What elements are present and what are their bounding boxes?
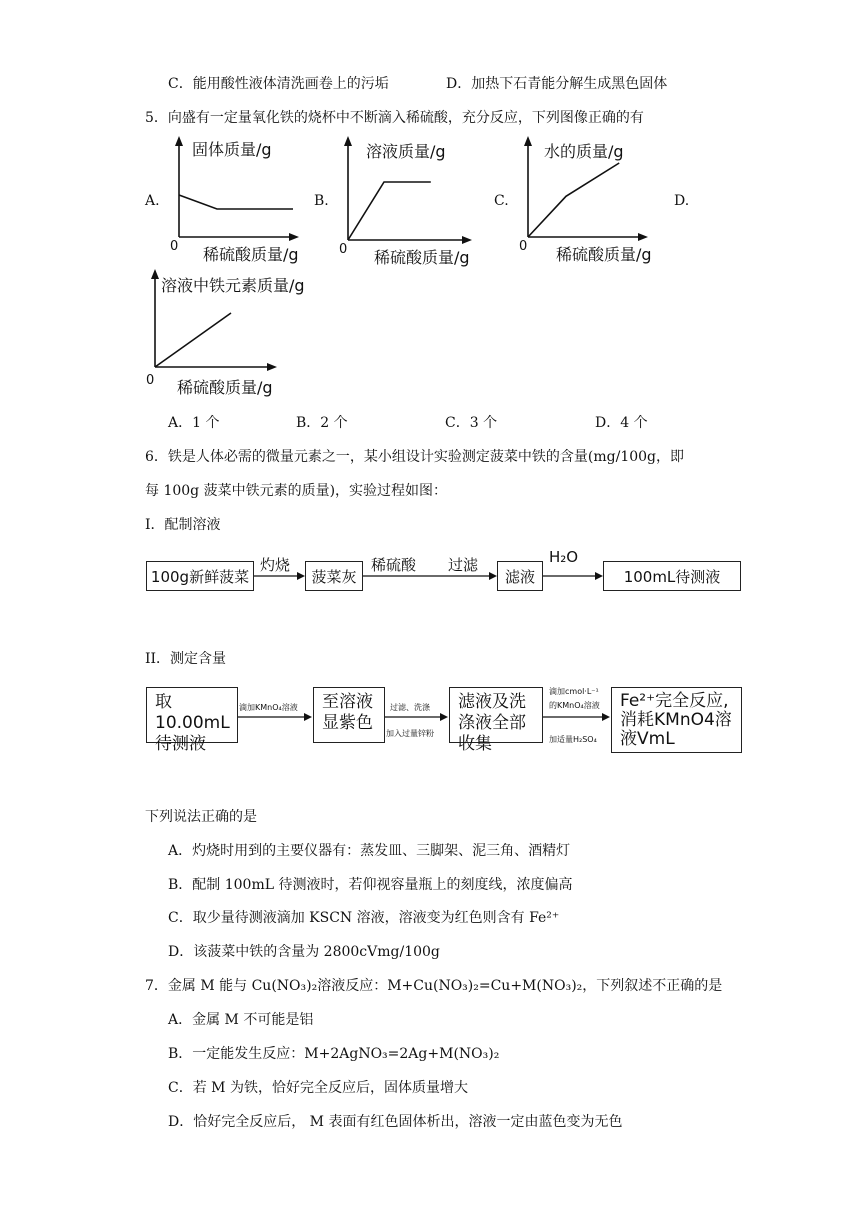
- flow2-box-purple: 至溶液显紫色: [313, 687, 385, 743]
- flow2-box-collect: 滤液及洗涤液全部收集: [449, 687, 543, 743]
- graph-d-xlabel: 稀硫酸质量/g: [177, 378, 273, 397]
- q6-choice-c: C．取少量待测液滴加 KSCN 溶液，溶液变为红色则含有 Fe²⁺: [168, 910, 560, 926]
- flow1-step-filter: 过滤: [448, 556, 479, 574]
- flow2-step-add-h2so4: 加适量H₂SO₄: [549, 735, 597, 744]
- graph-b-xlabel: 稀硫酸质量/g: [374, 248, 470, 267]
- graph-c-xlabel: 稀硫酸质量/g: [556, 245, 652, 264]
- q6-choice-a: A．灼烧时用到的主要仪器有：蒸发皿、三脚架、泥三角、酒精灯: [168, 843, 571, 859]
- flow1-box-filtrate: 滤液: [497, 561, 543, 591]
- q5-graph-d: [141, 263, 321, 403]
- q7-choice-b: B．一定能发生反应：M+2AgNO₃=2Ag+M(NO₃)₂: [168, 1046, 500, 1062]
- flow2-arrow-3: [543, 713, 610, 721]
- flow1-step-acid: 稀硫酸: [371, 556, 417, 574]
- flow1-arrows: [254, 568, 604, 584]
- graph-c-ylabel: 水的质量/g: [544, 142, 624, 161]
- q5-stem: 5．向盛有一定量氧化铁的烧杯中不断滴入稀硫酸，充分反应，下列图像正确的有: [145, 110, 644, 126]
- q5-graph-c: [514, 133, 674, 268]
- q6-part1-title: I．配制溶液: [145, 517, 221, 533]
- flow2-box-result: Fe²⁺完全反应,消耗KMnO4溶液VmL: [611, 687, 742, 753]
- q5-graph-c-label: C.: [494, 193, 509, 209]
- q6-part2-title: II．测定含量: [145, 651, 227, 667]
- q7-choice-d: D．恰好完全反应后， M 表面有红色固体析出，溶液一定由蓝色变为无色: [168, 1114, 623, 1130]
- q7-choice-a: A．金属 M 不可能是铝: [168, 1012, 314, 1028]
- flow2-step-add-kmno4: 滴加KMnO₄溶液: [239, 703, 298, 712]
- flow1-step-water: H₂O: [549, 548, 579, 566]
- graph-b-ylabel: 溶液质量/g: [366, 142, 446, 161]
- q4-option-d: D．加热下石青能分解生成黑色固体: [446, 76, 668, 92]
- q5-choice-a: A．1 个: [168, 415, 220, 431]
- flow1-step-burn: 灼烧: [260, 556, 291, 574]
- graph-d-series-line: [155, 313, 231, 367]
- graph-a-origin: 0: [170, 239, 179, 254]
- graph-d-origin: 0: [146, 373, 155, 388]
- q6-choice-d: D．该菠菜中铁的含量为 2800cVmg/100g: [168, 944, 440, 960]
- flow2-arrow-2: [385, 713, 448, 721]
- graph-b-origin: 0: [339, 242, 348, 257]
- flow1-box-test-solution: 100mL待测液: [603, 561, 741, 591]
- q5-choice-b: B．2 个: [296, 415, 348, 431]
- q6-stem-line2: 每 100g 菠菜中铁元素的质量)，实验过程如图：: [145, 483, 448, 499]
- q5-graph-a: [165, 133, 315, 268]
- q5-graph-b-label: B.: [314, 193, 329, 209]
- flow1-box-spinach: 100g新鲜菠菜: [146, 561, 254, 591]
- q6-question: 下列说法正确的是: [145, 809, 257, 825]
- q5-graph-d-label: D.: [674, 193, 690, 209]
- q6-stem-line1: 6．铁是人体必需的微量元素之一，某小组设计实验测定菠菜中铁的含量(mg/100g，即: [145, 449, 685, 465]
- graph-c-origin: 0: [519, 239, 528, 254]
- graph-c-series-line: [528, 163, 619, 237]
- graph-a-ylabel: 固体质量/g: [192, 140, 272, 159]
- graph-a-series-line: [179, 195, 293, 209]
- graph-b-series-line: [348, 182, 431, 240]
- graph-a-xlabel: 稀硫酸质量/g: [203, 245, 299, 264]
- q5-choice-d: D．4 个: [595, 415, 648, 431]
- q5-graph-a-label: A.: [145, 193, 160, 209]
- flow1-arrow-3: [543, 572, 603, 580]
- q6-choice-b: B．配制 100mL 待测液时，若仰视容量瓶上的刻度线，浓度偏高: [168, 877, 573, 893]
- flow2-step-titrant-b: 的KMnO₄溶液: [549, 701, 600, 710]
- flow2-step-filter-wash: 过滤、洗涤: [390, 703, 430, 712]
- q5-graph-b: [334, 133, 494, 268]
- q5-choice-c: C．3 个: [445, 415, 498, 431]
- q7-stem: 7．金属 M 能与 Cu(NO₃)₂溶液反应：M+Cu(NO₃)₂=Cu+M(NO₃)₂，下列叙述不正确的是: [145, 978, 723, 994]
- q4-option-c: C．能用酸性液体清洗画卷上的污垢: [168, 76, 389, 92]
- flow1-box-ash: 菠菜灰: [305, 561, 363, 591]
- graph-d-ylabel: 溶液中铁元素质量/g: [161, 276, 305, 295]
- flow2-step-titrant-a: 滴加cmol·L⁻¹: [549, 687, 599, 696]
- flow2-step-add-zinc: 加入过量锌粉: [386, 729, 434, 738]
- flow2-box-take-sample: 取10.00mL待测液: [146, 687, 238, 743]
- q7-choice-c: C．若 M 为铁，恰好完全反应后，固体质量增大: [168, 1080, 468, 1096]
- flow2-arrow-1: [238, 713, 312, 721]
